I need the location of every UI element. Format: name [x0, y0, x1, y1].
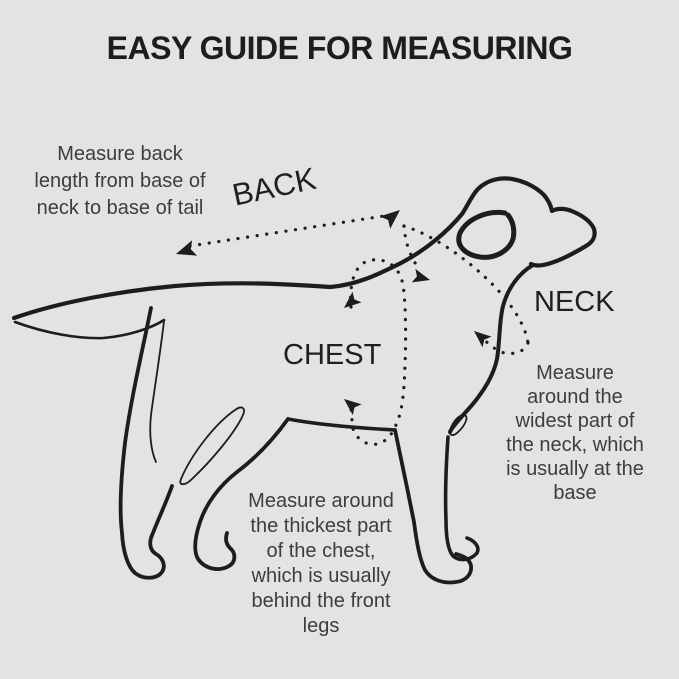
dog-throat-chest-line [450, 265, 533, 432]
dog-outline [14, 178, 595, 582]
note-line: the thickest part [250, 515, 392, 537]
dog-front-leg-far [446, 437, 478, 560]
back-measure-dotted-line [190, 216, 384, 246]
chest-label: CHEST [283, 339, 382, 371]
note-line: length from base of [34, 170, 206, 192]
dog-hind-leg-rear [121, 308, 172, 578]
back-measure-arrow [174, 204, 406, 262]
note-line: around the [527, 386, 623, 408]
note-line: the neck, which [506, 434, 644, 456]
note-line: Measure back [57, 143, 183, 165]
chest-arrowhead-upper-icon [340, 292, 362, 314]
chest-measure-loop [340, 260, 406, 445]
dog-ear [459, 212, 514, 257]
note-line: Measure [536, 362, 614, 384]
back-arrowhead-right-icon [380, 204, 405, 229]
page-title: EASY GUIDE FOR MEASURING [106, 30, 573, 66]
dog-thigh-inner-line [150, 321, 164, 462]
note-line: widest part of [515, 410, 635, 432]
note-line: legs [302, 615, 340, 637]
note-line: is usually at the [506, 458, 644, 480]
back-arrowhead-left-icon [174, 240, 198, 261]
dog-belly-line [288, 419, 395, 430]
neck-arrowhead-upper-icon [412, 269, 432, 287]
note-line: of the chest, [266, 540, 376, 562]
note-line: which is usually [251, 565, 391, 587]
neck-arrowhead-lower-icon [470, 326, 492, 348]
back-label: BACK [229, 160, 320, 213]
neck-loop-bottom-arc [483, 338, 528, 354]
dog-tail-underline [15, 320, 164, 338]
chest-arrowhead-lower-icon [340, 394, 362, 416]
dog-elbow-leaf [450, 415, 467, 435]
note-line: Measure around [248, 490, 394, 512]
note-line: behind the front [251, 590, 391, 612]
chest-loop-arc [350, 260, 406, 445]
neck-label: NECK [534, 286, 615, 318]
note-line: base [553, 482, 597, 504]
dog-hind-leg-near [195, 419, 288, 569]
note-line: neck to base of tail [36, 197, 204, 219]
